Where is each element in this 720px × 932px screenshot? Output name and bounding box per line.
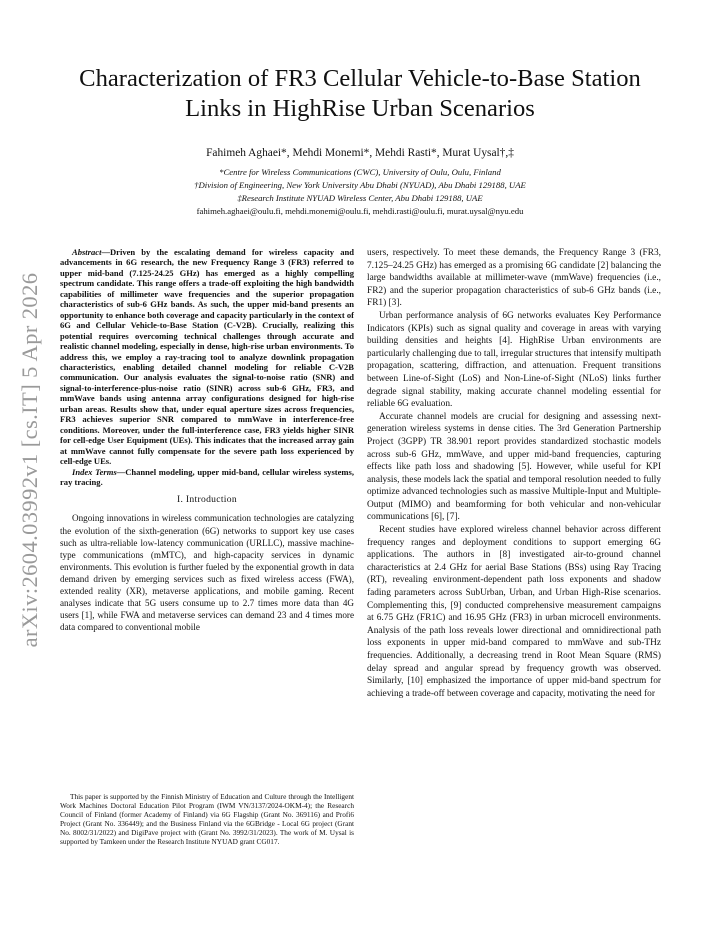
arxiv-identifier-text: arXiv:2604.03992v1 [cs.IT] 5 Apr 2026 [17, 272, 42, 648]
index-terms [60, 467, 354, 488]
author-emails: fahimeh.aghaei@oulu.fi, mehdi.monemi@oulu.fi, mehdi.rasti@oulu.fi, murat.uysal@nyu.edu [196, 206, 524, 216]
abstract-text: Driven by the escalating demand for wireless capacity and advancements in 6G research, the new Frequency Range 3 (FR3) referred to upper mid-band (7.125-24.25 GHz) has emerged as a highly compelling spectrum candidate. This range offers a trade-off exploiting the high bandwidth capabilities of millimeter wave frequencies and the superior propagation characteristics of sub-6 GHz bands. As such, the upper mid-band presents an opportunity to enhance both coverage and capacity particularly in the context of 6G and Cellular Vehicle-to-Base Station (C-V2B). Crucially, realizing this potential requires overcoming technical challenges through accurate and realistic channel modeling, especially in dense, high-rise urban environments. To address this, we employ a ray-tracing tool to analyze downlink propagation characteristics, enabling detailed channel modeling for reliable C-V2B communication. Our analysis evaluates the signal-to-noise ratio (SNR) and signal-to-interference-plus-noise ratio (SINR) across sub-6 GHz, FR3, and mmWave bands using antenna array configurations designed for high-rise urban areas. Results show that, under equal aperture sizes across frequencies, FR3 achieves superior SNR compared to mmWave in interference-free conditions. Moreover, under the full-interference case, FR3 yields higher SINR for cell-edge User Equipment (UEs). This indicates that the increased array gain at mmWave cannot fully compensate for the severe path loss experienced by cell-edge UEs. [60, 247, 354, 467]
right-column [367, 247, 661, 700]
intro-paragraph: Ongoing innovations in wireless communication technologies are catalyzing the evolution of the sixth-generation (6G) networks to support key use cases such as ultra-reliable low-latency communication (URLLC), massive machine-type communications (mMTC), and high-capacity services in dynamic environments. This evolution is further fueled by the exponential growth in data demand driven by emerging services such as fixed wireless access (FWA), extended reality (XR), metaverse applications, and mobile gaming. Recent analyses indicate that 5G users consume up to 2.7 times more data than 4G users [1], while FWA and metaverse services can demand 23 and 4 times more data compared to conventional mobile [60, 513, 354, 632]
index-terms-text: Channel modeling, upper mid-band, cellular wireless systems, ray tracing. [60, 466, 355, 487]
footnote-text: This paper is supported by the Finnish Ministry of Education and Culture through the Intelligent Work Machines Doctoral Education Pilot Program (IWM VN/3137/2024-OKM-4); the Research Council of Finland (former Academy of Finland) via 6G Flagship (Grant No. 369116) and Profi6 Project (Grant No. 336449); and the Business Finland via the 6GBridge - Local 6G project (Grant No. 8002/31/2022) and DigiPave project with (Grant No. 3992/31/2023). The work of M. Uysal is supported by Tamkeen under the Research Institute NYUAD grant CG017. [60, 792, 354, 846]
body-paragraph: Urban performance analysis of 6G networks evaluates Key Performance Indicators (KPIs) such as signal quality and coverage in areas with varying building densities and heights [4]. HighRise Urban environments are particularly challenging due to tall, irregular structures that intensify multipath propagation, scattering, diffraction, and attenuation. Frequent transitions between Line-of-Sight (LoS) and Non-Line-of-Sight (NLoS) links further degrade signal stability, making accurate channel modeling essential for reliable 6G evaluation. [367, 310, 661, 410]
section-heading-introduction: I. Introduction [177, 494, 237, 506]
body-paragraph: users, respectively. To meet these demands, the Frequency Range 3 (FR3, 7.125–24.25 GHz) has emerged as a promising 6G candidate [2] balancing the large bandwidths available at millimeter-wave (mmWave) frequencies (i.e., FR2) and the superior propagation characteristics of sub-6 GHz bands (i.e., FR1) [3]. [367, 248, 661, 309]
affiliation-line: †Division of Engineering, New York University Abu Dhabi (NYUAD), Abu Dhabi 129188, UAE [194, 180, 526, 190]
author-list: Fahimeh Aghaei*, Mehdi Monemi*, Mehdi Rasti*, Murat Uysal†,‡ [206, 147, 514, 159]
affiliation-line: ‡Research Institute NYUAD Wireless Center, Abu Dhabi 129188, UAE [237, 193, 483, 203]
body-paragraph: Accurate channel models are crucial for designing and assessing next-generation wireless systems in dense cities. The 3rd Generation Partnership Project (3GPP) TR 38.901 report provides standardized stochastic models across sub-6 GHz, mmWave, and upper mid-band frequencies, capturing effects like path loss and shadowing [5]. However, while useful for KPI analysis, these models lack the spatial and temporal resolution needed to fully optimize advanced technologies such as massive Multiple-Input and Multiple-Output (MIMO) and beamforming for both vehicular and non-vehicular communications [6], [7]. [367, 411, 661, 523]
index-terms-label: Index Terms— [72, 466, 126, 477]
funding-footnote [60, 793, 354, 847]
affiliations-block [60, 166, 660, 218]
affiliation-line: *Centre for Wireless Communications (CWC), University of Oulu, Oulu, Finland [219, 167, 501, 177]
paper-title: Characterization of FR3 Cellular Vehicle-to-Base Station Links in HighRise Urban Scenarios [79, 65, 641, 122]
abstract-label: Abstract— [72, 247, 110, 257]
arxiv-identifier-stamp [12, 240, 48, 680]
body-paragraph: Recent studies have explored wireless channel behavior across different frequency ranges and deployment conditions to support emerging 6G applications. The authors in [8] investigated air-to-ground channel characteristics at 2.4 GHz for aerial Base Stations (BSs) using Ray Tracing (RT), revealing environment-dependent path loss exponents and shadow fading parameters across SubUrban, Urban, and Urban High-Rise scenarios. Complementing this, [9] conducted comprehensive measurement campaigns at 6.75 GHz (FR1C) and 16.95 GHz (FR3) in urban microcell environments. Analysis of the path loss reveals lower directional and omnidirectional path loss exponents in upper mid-band compared to mmWave and sub-THz frequencies. Additionally, a decreasing trend in Root Mean Square (RMS) delay spread and angular spread by frequency growth was observed. Similarly, [10] emphasized the importance of upper mid-band spectrum for achieving a trade-off between coverage and capacity, motivating the need for [367, 525, 661, 699]
abstract [60, 247, 354, 467]
left-column [60, 247, 354, 633]
